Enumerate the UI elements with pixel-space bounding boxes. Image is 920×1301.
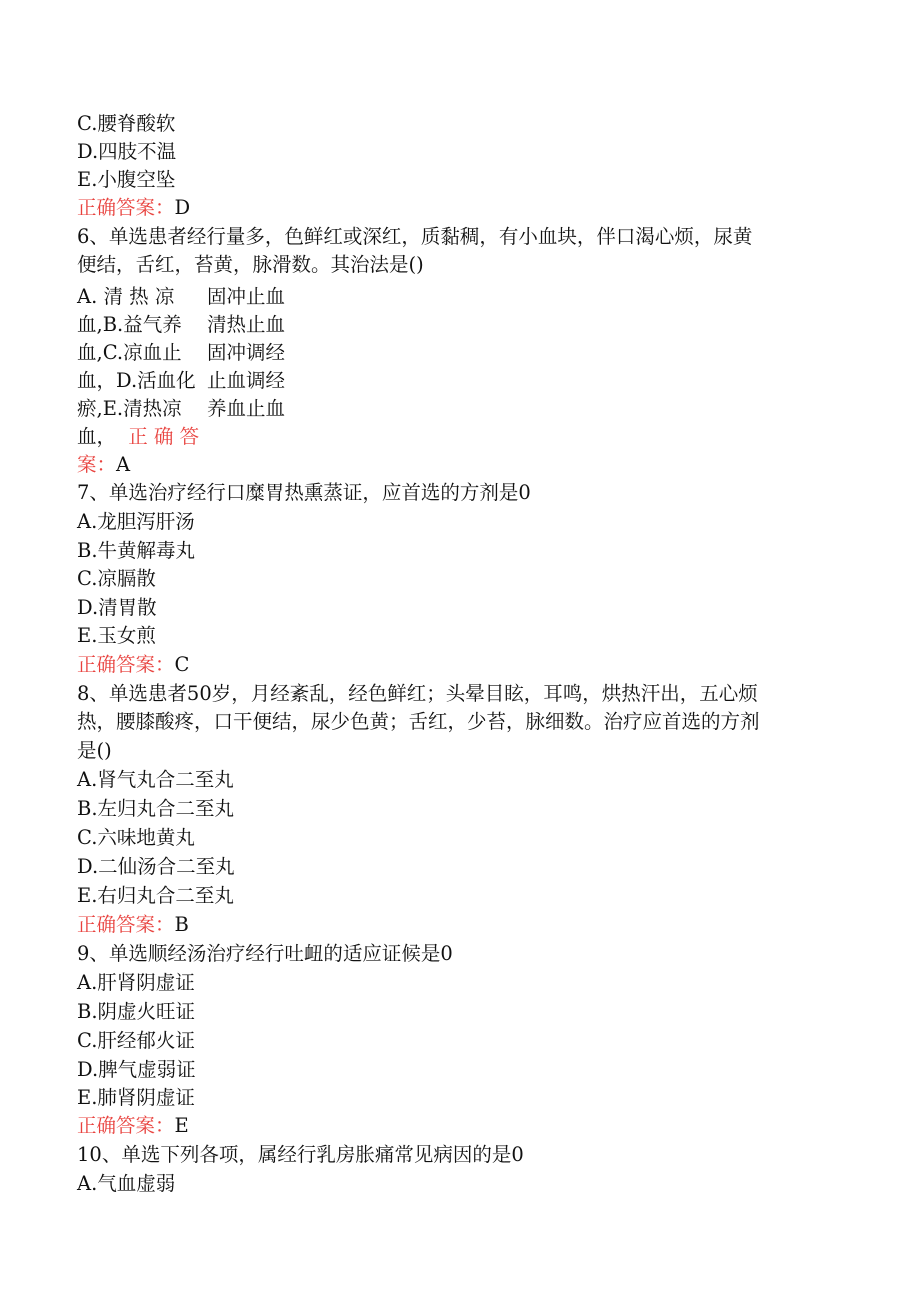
answer-value: A: [116, 453, 131, 476]
answer-value: D: [174, 196, 191, 219]
answer-label: 正确答案：: [77, 653, 175, 676]
question-9: 9、单选顺经汤治疗经行吐衄的适应证候是0: [77, 942, 453, 965]
option-c-q8: C.六味地黄丸: [77, 826, 195, 849]
option-c-q5: C.腰脊酸软: [77, 112, 176, 135]
answer-value: B: [174, 913, 189, 936]
answer-label: 正确答案：: [77, 196, 175, 219]
q6-right-row: 养血止血: [207, 397, 286, 420]
q6-options-right-col: [207, 283, 285, 423]
question-6-line-2: 便结，舌红，苔黄，脉滑数。其治法是(): [77, 253, 424, 276]
option-a-q9: A.肝肾阴虚证: [77, 971, 195, 994]
option-d-q5: D.四肢不温: [77, 140, 177, 163]
option-d-q9: D.脾气虚弱证: [77, 1058, 196, 1081]
answer-q9: [77, 1112, 189, 1140]
q6-left-row: 血,C.凉血止: [77, 341, 182, 364]
answer-q8: [77, 911, 189, 939]
option-c-q9: C.肝经郁火证: [77, 1029, 195, 1052]
question-8-line-2: 热，腰膝酸疼，口干便结，尿少色黄；舌红，少苔，脉细数。治疗应首选的方剂: [77, 710, 760, 733]
answer-q5: [77, 194, 190, 222]
option-e-q7: E.玉女煎: [77, 624, 156, 647]
option-e-q5: E.小腹空坠: [77, 168, 176, 191]
option-a-q8: A.肾气丸合二至丸: [77, 768, 234, 791]
question-7: 7、单选治疗经行口糜胃热熏蒸证，应首选的方剂是0: [77, 481, 531, 504]
q6-left-row: A. 清 热 凉: [77, 285, 175, 308]
option-e-q9: E.肺肾阴虚证: [77, 1086, 195, 1109]
answer-label: 正确答案：: [77, 1114, 175, 1137]
option-b-q7: B.牛黄解毒丸: [77, 539, 196, 562]
question-6-line-1: 6、单选患者经行量多，色鲜红或深红，质黏稠，有小血块，伴口渴心烦，尿黄: [77, 225, 753, 248]
option-a-q7: A.龙胆泻肝汤: [77, 510, 195, 533]
answer-q7: [77, 651, 189, 679]
option-b-q8: B.左归丸合二至丸: [77, 797, 235, 820]
q6-left-row: 瘀,E.清热凉: [77, 397, 182, 420]
answer-label-part-2: 案：: [77, 453, 117, 476]
answer-value: C: [174, 653, 190, 676]
question-8-line-1: 8、单选患者50岁，月经紊乱，经色鲜红；头晕目眩，耳鸣，烘热汗出，五心烦: [77, 682, 758, 705]
q6-left-row: [77, 423, 199, 451]
answer-label: 正确答案：: [77, 913, 175, 936]
answer-value: E: [174, 1114, 189, 1137]
option-d-q7: D.清胃散: [77, 596, 157, 619]
option-c-q7: C.凉膈散: [77, 567, 156, 590]
answer-label-part-1: 正 确 答: [128, 425, 200, 448]
option-b-q9: B.阴虚火旺证: [77, 1000, 196, 1023]
q6-right-row: 止血调经: [207, 369, 286, 392]
q6-right-row: 固冲止血: [207, 285, 286, 308]
q6-left-row: 血，D.活血化: [77, 369, 196, 392]
question-8-line-3: 是(): [77, 739, 112, 762]
option-d-q8: D.二仙汤合二至丸: [77, 855, 235, 878]
q6-right-row: 固冲调经: [207, 341, 286, 364]
q6-right-row: 清热止血: [207, 313, 286, 336]
answer-q6: [77, 451, 130, 479]
q6-left-row: 血,B.益气养: [77, 313, 182, 336]
q6-left-last: 血，: [77, 425, 117, 448]
option-e-q8: E.右归丸合二至丸: [77, 884, 234, 907]
q6-options-left-col: [77, 283, 199, 451]
question-10: 10、单选下列各项，属经行乳房胀痛常见病因的是0: [77, 1143, 524, 1166]
option-a-q10: A.气血虚弱: [77, 1172, 176, 1195]
